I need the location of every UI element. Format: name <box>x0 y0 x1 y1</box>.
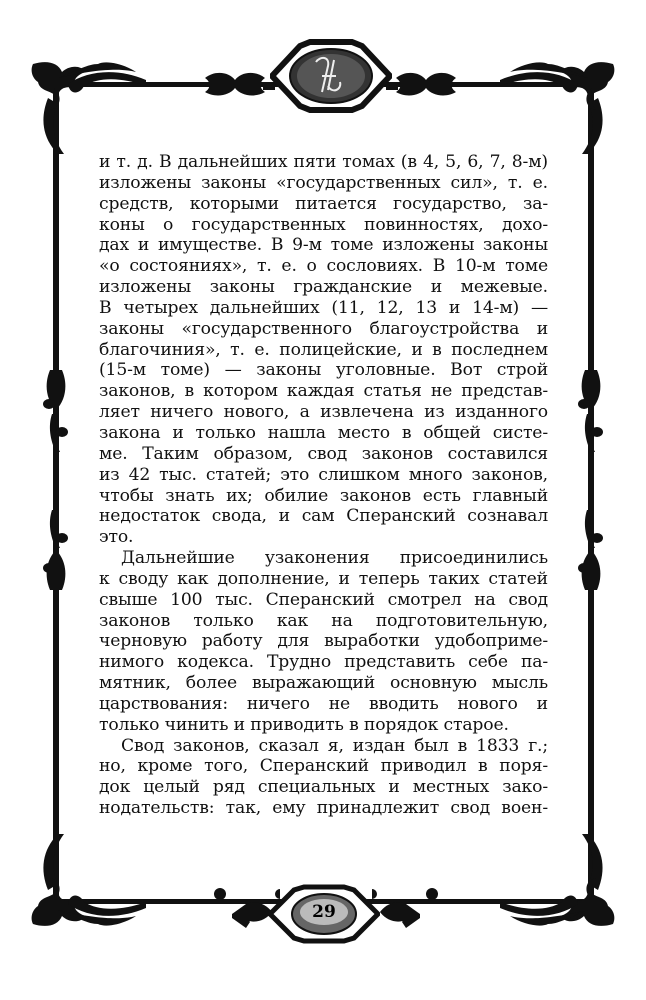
text-line: изложены законы «государственных сил», т. е. <box>99 172 548 193</box>
text-line: Свод законов, сказал я, издан был в 1833 г.; <box>121 735 548 756</box>
text-line: Дальнейшие узаконения присоединились <box>121 548 548 569</box>
text-line: «о состояниях», т. е. о сословиях. В 10-м томе <box>99 256 548 277</box>
top-left-flourish-icon <box>195 64 275 104</box>
text-line: благочиния», т. е. полицейские, и в последнем <box>99 339 548 360</box>
right-bar-knot-ornament-icon <box>577 370 605 590</box>
text-line: мятник, более выражающий основную мысль <box>99 673 548 694</box>
monogram-frame-icon <box>270 36 392 116</box>
text-line: коны о государственных повинностях, дохо- <box>99 214 548 235</box>
text-line: законов только как на подготовительную, <box>99 610 548 631</box>
text-line: ляет ничего нового, а извлечена из изданного <box>99 402 548 423</box>
text-line: из 42 тыс. статей; это слишком много законов, <box>99 464 548 485</box>
text-line: чтобы знать их; обилие законов есть главный <box>99 485 548 506</box>
text-line: закона и только нашла место в общей систе- <box>99 422 548 443</box>
left-bar-knot-ornament-icon <box>42 370 70 590</box>
text-line: законы «государственного благоустройства и <box>99 318 548 339</box>
text-line: нимого кодекса. Трудно представить себе па- <box>99 652 548 673</box>
text-line: средств, которыми питается государство, за- <box>99 193 548 214</box>
bottom-right-flourish-icon <box>372 886 462 930</box>
page-number-medallion <box>268 884 380 944</box>
corner-ornament-bottom-right-icon <box>498 830 618 930</box>
text-line: законов, в котором каждая статья не представ- <box>99 381 548 402</box>
text-line: недостаток свода, и сам Сперанский сознавал <box>99 506 548 527</box>
bottom-left-flourish-icon <box>190 886 280 930</box>
body-text <box>99 152 548 819</box>
text-line: дах и имуществе. В 9-м томе изложены законы <box>99 235 548 256</box>
top-right-flourish-icon <box>386 64 466 104</box>
text-line: и т. д. В дальнейших пяти томах (в 4, 5, 6, 7, 8-м) <box>99 152 548 172</box>
text-line: черновую работу для выработки удобоприме- <box>99 631 548 652</box>
text-line: это. <box>99 527 134 548</box>
text-line: В четырех дальнейших (11, 12, 13 и 14-м) — <box>99 297 548 318</box>
text-line: изложены законы гражданские и межевые. <box>99 277 548 298</box>
text-line: док целый ряд специальных и местных зако- <box>99 777 548 798</box>
corner-ornament-top-right-icon <box>498 58 618 158</box>
corner-ornament-bottom-left-icon <box>28 830 148 930</box>
text-line: но, кроме того, Сперанский приводил в поря- <box>99 756 548 777</box>
text-line: к своду как дополнение, и теперь таких статей <box>99 568 548 589</box>
page-number: 29 <box>312 902 336 922</box>
text-line: нодательств: так, ему принадлежит свод воен- <box>99 798 548 819</box>
monogram-medallion <box>270 36 392 116</box>
text-line: царствования: ничего не вводить нового и <box>99 693 548 714</box>
text-line: ме. Таким образом, свод законов составился <box>99 443 548 464</box>
corner-ornament-top-left-icon <box>28 58 148 158</box>
text-line: (15-м томе) — законы уголовные. Вот строй <box>99 360 548 381</box>
text-line: только чинить и приводить в порядок старое. <box>99 714 509 735</box>
text-line: свыше 100 тыс. Сперанский смотрел на свод <box>99 589 548 610</box>
